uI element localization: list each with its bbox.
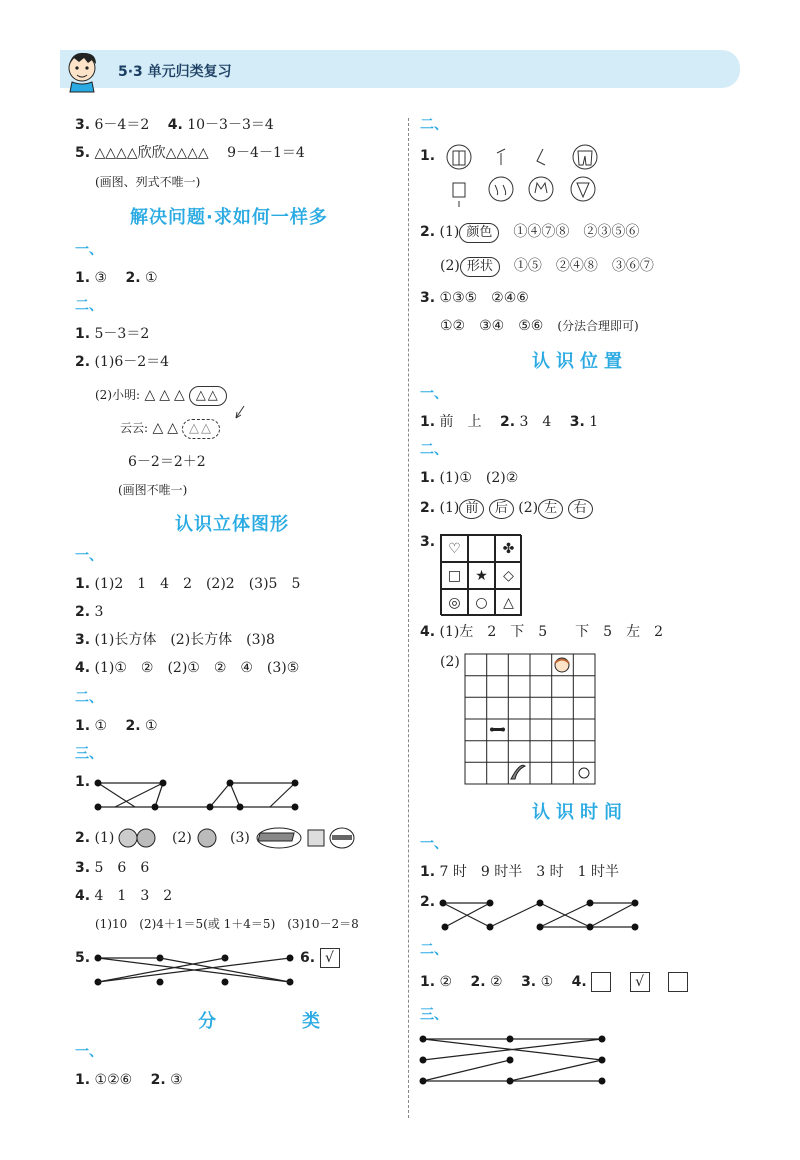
- bone-icon: [490, 728, 505, 732]
- part-one-label: 一、: [75, 242, 103, 258]
- arrow-icon: [230, 404, 250, 424]
- circled-word: 颜色: [459, 223, 499, 243]
- answer-line: 1. (1)① (2)②: [420, 470, 519, 486]
- part-one-label: 一、: [420, 386, 448, 402]
- matching-lines-diagram: [420, 1036, 608, 1084]
- answer-line: 1. ①②⑥ 2. ③: [75, 1072, 183, 1088]
- note-drawing: (画图、列式不唯一): [95, 175, 201, 189]
- matching-lines-diagram: [95, 780, 305, 810]
- xiaoming-drawing: (2)小明: △△△ △△: [95, 385, 227, 406]
- banana-icon: [511, 765, 525, 779]
- question-number: 3.: [420, 534, 436, 550]
- sub-answer-label: (2): [172, 830, 192, 846]
- yunyun-drawing: 云云: △△ △△: [120, 418, 220, 439]
- circled-word: 形状: [460, 257, 500, 277]
- matching-lines-diagram: [95, 955, 305, 985]
- column-divider: [408, 118, 409, 1118]
- position-grid-8x6: [465, 654, 597, 786]
- answer-line: 1. 5－3＝2: [75, 326, 150, 342]
- answer-line: 2. (1): [75, 830, 115, 846]
- empty-box: [591, 972, 611, 992]
- boy-mascot-icon: [62, 48, 102, 92]
- part-one-label: 一、: [75, 1044, 103, 1060]
- answer-line: 1. ③ 2. ①: [75, 270, 158, 286]
- answer-line: 2. (1) 颜色 ①④⑦⑧ ②③⑤⑥: [420, 222, 639, 243]
- part-one-label: 一、: [75, 548, 103, 564]
- answer-line: 6. √: [300, 948, 340, 968]
- balls-icon: [118, 826, 158, 850]
- note-drawing: (画图不唯一): [118, 483, 188, 497]
- equation: 6－2＝2＋2: [128, 454, 206, 470]
- answer-line: 1. (1)2 1 4 2 (2)2 (3)5 5: [75, 576, 301, 592]
- grid-cell: ○: [468, 589, 495, 616]
- answer-line: (2) 形状 ①⑤ ②④⑧ ③⑥⑦: [440, 256, 654, 277]
- part-three-label: 三、: [420, 1007, 448, 1023]
- answer-line: (1)10 (2)4＋1＝5(或 1＋4＝5) (3)10－2＝8: [95, 917, 359, 931]
- section-title-time: 认识时间: [532, 802, 628, 823]
- grid-cell: □: [441, 562, 468, 589]
- empty-box: [668, 972, 688, 992]
- section-title-solid-shapes: 认识立体图形: [175, 514, 289, 535]
- answer-line: 2. 3: [75, 604, 104, 620]
- answer-line-5: 5. △△△△欣欣△△△△ 9－4－1＝4: [75, 145, 305, 161]
- part-two-label: 二、: [420, 117, 448, 133]
- part-one-label: 一、: [420, 836, 448, 852]
- grid-cell: △: [495, 589, 522, 616]
- shape-position-grid: [440, 534, 521, 615]
- answer-line: 3. ①③⑤ ②④⑥: [420, 290, 529, 306]
- clothing-items-icons: [445, 143, 615, 211]
- answer-line: 4. (1)① ② (2)① ② ④ (3)⑤: [75, 660, 300, 676]
- ball-icon: [196, 826, 218, 850]
- part-three-label: 三、: [75, 746, 103, 762]
- answer-line: 1. ② 2. ② 3. ① 4. √: [420, 972, 688, 992]
- section-title-problem-solving: 解决问题·求如何一样多: [130, 207, 328, 228]
- answer-line: ①② ③④ ⑤⑥ (分法合理即可): [440, 318, 639, 334]
- part-two-label: 二、: [75, 298, 103, 314]
- answer-line: 3. (1)长方体 (2)长方体 (3)8: [75, 632, 275, 648]
- grid-cell: ✤: [495, 535, 522, 562]
- answer-line: 1. 7 时 9 时半 3 时 1 时半: [420, 864, 619, 880]
- sub-answer-label: (2): [440, 654, 460, 670]
- section-title-classification: 分 类: [198, 1011, 354, 1032]
- question-number: 1.: [420, 148, 436, 164]
- circle-icon: [579, 768, 589, 778]
- sub-answer-label: (3): [230, 830, 250, 846]
- section-title-position: 认识位置: [532, 351, 628, 372]
- header-bar: [60, 50, 740, 88]
- cuboid-shapes-icon: [256, 826, 356, 850]
- part-two-label: 二、: [420, 942, 448, 958]
- grid-cell: ★: [468, 562, 495, 589]
- question-number: 5.: [75, 950, 91, 966]
- boy-face-icon: [555, 658, 569, 672]
- checked-box: √: [630, 972, 650, 992]
- answer-line: 2. (1)6－2＝4: [75, 354, 170, 370]
- answer-line: 4. (1)左 2 下 5 下 5 左 2: [420, 624, 663, 640]
- part-two-label: 二、: [75, 690, 103, 706]
- grid-cell: ♡: [441, 535, 468, 562]
- question-number: 1.: [75, 774, 91, 790]
- matching-lines-diagram: [440, 900, 642, 930]
- answer-line-3-4: 3. 6－4＝2 4. 10－3－3＝4: [75, 117, 274, 133]
- header-title: 5·3 单元归类复习: [118, 64, 232, 80]
- answer-line: 4. 4 1 3 2: [75, 888, 173, 904]
- grid-cell: ◇: [495, 562, 522, 589]
- question-number: 2.: [420, 894, 436, 910]
- grid-cell: ◎: [441, 589, 468, 616]
- grid-cell: [468, 535, 495, 562]
- answer-line: 1. ① 2. ①: [75, 718, 158, 734]
- part-two-label: 二、: [420, 442, 448, 458]
- answer-line: 3. 5 6 6: [75, 860, 150, 876]
- answer-line: 1. 前 上 2. 3 4 3. 1: [420, 414, 599, 430]
- answer-line: 2. (1) 前 后 (2) 左 右: [420, 498, 593, 519]
